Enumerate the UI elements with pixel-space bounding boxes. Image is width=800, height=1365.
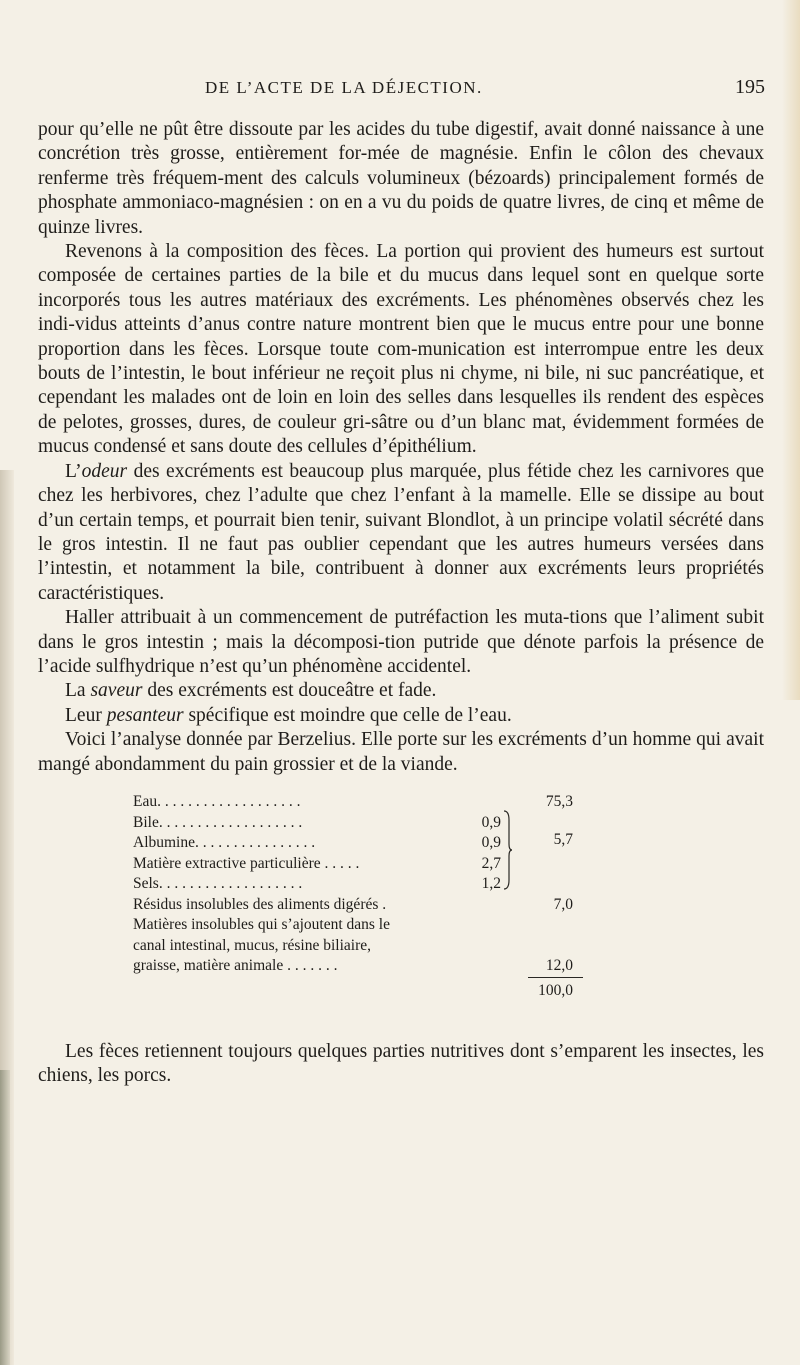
paragraph: [38, 704, 764, 728]
paragraph: [38, 679, 764, 703]
paragraph-text: Revenons à la composition des fèces. La portion qui provient des humeurs est surtout composée de certaines parties de la bile et du mucus dans lequel sont en quelque sorte incorporés tous les autres matériaux des excréments. Les phénomènes observés chez les indi-vidus atteints d’anus contre nature montrent bien que le mucus entre pour une bonne proportion dans les fèces. Lorsque toute com-munication est interrompue entre les deux bouts de l’intestin, le bout inférieur ne reçoit plus ni chyme, ni bile, ni suc pancréatique, et cependant les malades ont de loin en loin des selles dans lesquelles ils rendent des espèces de pelotes, grosses, dures, de couleur gri-sâtre ou d’un blanc mat, évidemment formées de mucus condensé et sans doute des cellules d’épithélium.: [38, 241, 764, 458]
row-total: 7,0: [553, 895, 573, 913]
paragraph-text: L’: [65, 460, 82, 482]
binding-edge: [0, 1070, 10, 1365]
row-value: 2,7: [481, 854, 501, 872]
page-header: [0, 78, 800, 108]
closing-text: Les fèces retiennent toujours quelques parties nutritives dont s’emparent les insectes, les chiens, les porcs.: [38, 1041, 764, 1087]
paragraph-text: Voici l’analyse donnée par Berzelius. Elle porte sur les excréments d’un homme qui avait mangé abondamment du pain grossier et de la viande.: [38, 729, 764, 775]
italic-term: saveur: [90, 680, 143, 702]
row-value: 0,9: [481, 834, 501, 851]
paragraph-text: pour qu’elle ne pût être dissoute par les acides du tube digestif, avait donné naissance à une concrétion très grosse, entièrement for-mée de magnésie. Enfin le côlon des chevaux renferme très fréquem-ment des calculs volumineux (bézoards) principalement formés de phosphate ammoniaco-magnésien : on en a vu du poids de quatre livres, de cinq et même de quinze livres.: [38, 119, 764, 238]
table-row: [133, 936, 623, 957]
paragraph-text: des excréments est douceâtre et fade.: [142, 680, 437, 702]
paragraph-text: Haller attribuait à un commencement de putréfaction les muta-tions que l’aliment subit dans le gros intestin ; mais la décomposi-tion putride que dénote parfois la présence de l’acide sulfhydrique n’est qu’un phénomène accidentel.: [38, 607, 764, 677]
page-number: 195: [735, 76, 765, 98]
row-label: Sels. . . . . . . . . . . . . . . . . . .: [133, 875, 303, 892]
total-rule: [528, 977, 583, 978]
row-label: Eau. . . . . . . . . . . . . . . . . . .: [133, 793, 301, 810]
paragraph: [38, 728, 764, 777]
row-label: canal intestinal, mucus, résine biliaire,: [133, 936, 372, 954]
brace-icon: [503, 810, 513, 890]
table-row: [133, 854, 623, 875]
paragraph: [38, 240, 764, 460]
paragraph-text: Leur: [65, 704, 107, 726]
paragraph-text: spécifique est moindre que celle de l’eau.: [183, 704, 512, 726]
row-value: 1,2: [481, 875, 501, 892]
row-label: Matière extractive particulière . . . . .: [133, 854, 360, 872]
row-label: Résidus insolubles des aliments digérés .: [133, 895, 387, 913]
closing-paragraph: [38, 1040, 764, 1089]
table-row: [133, 792, 623, 813]
paragraph-text: La: [65, 680, 91, 702]
italic-term: pesanteur: [106, 704, 184, 726]
paragraph: [38, 606, 764, 679]
body-text: [38, 118, 764, 777]
row-label: graisse, matière animale . . . . . . .: [133, 957, 338, 974]
row-total: 12,0: [545, 957, 573, 974]
grand-total: 100,0: [538, 982, 573, 999]
table-row: [133, 915, 623, 936]
row-label: Matières insolubles qui s’ajoutent dans le: [133, 916, 390, 933]
italic-term: odeur: [81, 460, 128, 482]
paragraph: [38, 460, 764, 606]
row-total: 75,3: [545, 793, 573, 810]
row-value: 0,9: [481, 813, 501, 831]
running-head: DE L’ACTE DE LA DÉJECTION.: [205, 78, 483, 97]
paragraph-text: des excréments est beaucoup plus marquée, plus fétide chez les carnivores que chez les herbivores, chez l’adulte que chez l’enfant à la mamelle. Elle se dissipe au bout d’un certain temps, et pourrait bien tenir, suivant Blondlot, à un principe volatil sécrété dans le gros intestin. Il ne faut pas oublier cependant que les autres humeurs versées dans l’intestin, et notamment la bile, contribuent à donner aux excréments leurs propriétés caractéristiques.: [38, 460, 764, 604]
paragraph: [38, 118, 764, 240]
table-row: [133, 874, 623, 895]
table-row: [133, 895, 623, 916]
analysis-table: [133, 792, 623, 999]
row-label: Bile. . . . . . . . . . . . . . . . . . .: [133, 813, 303, 831]
row-label: Albumine. . . . . . . . . . . . . . . .: [133, 834, 316, 851]
brace-total: 5,7: [553, 831, 573, 848]
table-row: [133, 956, 623, 977]
